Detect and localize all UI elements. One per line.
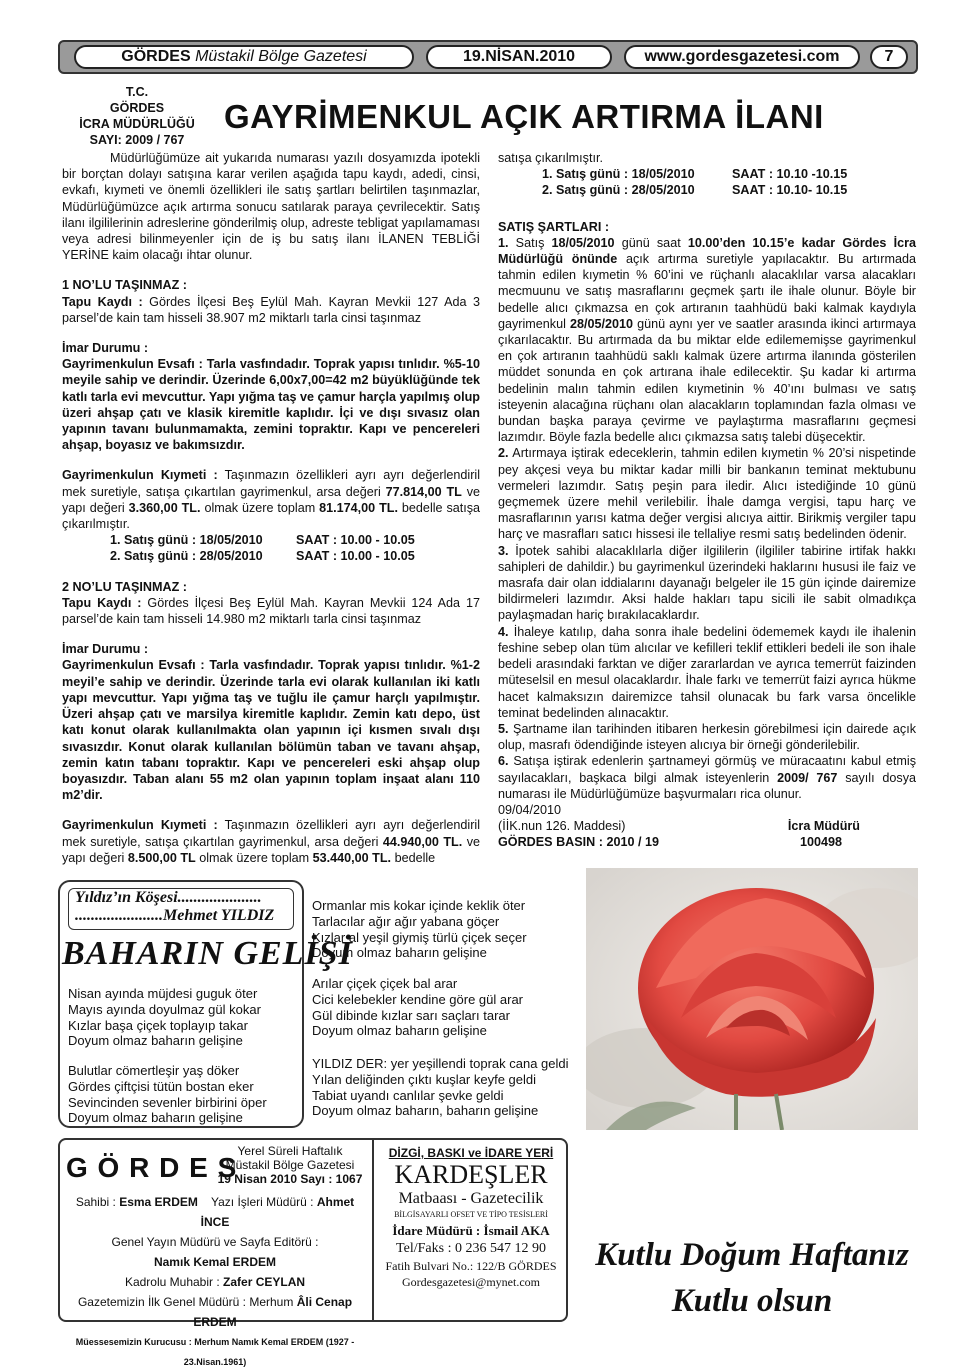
- condition-date: 28/05/2010: [569, 316, 633, 331]
- kiymet-text-c: olmak üzere toplam: [204, 500, 316, 515]
- staff-label: Kadrolu Muhabir :: [124, 1275, 220, 1289]
- printer-name: KARDEŞLER: [394, 1160, 548, 1189]
- sale-time: SAAT : 10.10- 10.15: [732, 183, 848, 198]
- condition-number: 4.: [498, 624, 509, 639]
- property2-heading: 2 NO’LU TAŞINMAZ :: [62, 579, 187, 594]
- sale-time: SAAT : 10.10 -10.15: [732, 167, 848, 182]
- poem-stanza-4: [312, 976, 523, 1039]
- poem-line: Doyum olmaz baharın gelişine: [312, 945, 487, 961]
- office-label: İCRA MÜDÜRLÜĞÜ: [79, 117, 195, 131]
- land-value: 44.940,00 TL.: [382, 834, 463, 849]
- greeting-line-2: Kutlu olsun: [671, 1283, 833, 1319]
- condition-text: günü saat: [621, 235, 681, 250]
- poem-corner-box: [68, 888, 294, 930]
- page-number: 7: [870, 45, 908, 69]
- website-link[interactable]: www.gordesgazetesi.com: [624, 45, 860, 69]
- press-code: GÖRDES BASIN : 2010 / 19: [498, 835, 659, 850]
- property2-tapu-text: Gördes İlçesi Beş Eylül Mah. Kayran Mevkii 124 Ada 17 parsel’de kain tam hisseli 14.980 m2 miktarlı tarla cinsi taşınmaz: [62, 595, 480, 627]
- condition-number: 6.: [498, 754, 509, 769]
- kiymet-label: Gayrimenkulun Kıymeti :: [62, 468, 218, 483]
- printer-phone: Tel/Faks : 0 236 547 12 90: [396, 1241, 546, 1256]
- printer-box: [372, 1140, 568, 1320]
- condition-text: Artırmaya iştirak edeceklerin, tahmin edilen kıymetin % 20’si nispetinde pey akçesi veya bu miktar kadar milli bir bankanın teminat mektubunu vermeleri lazımdır. Satış peşin para iledir. Alıcı istediğinde 10 günü geçmemek üzere mehil verilebilir. İhale damga vergisi, tapu harç ve masraflarının yarısı katma değer vergisi alıcıya aittir. Birikmiş vergiler tapu harç ve masrafları satıcı hissesi ile tellaliye resmi satış bedelinden ödenir.: [498, 446, 916, 542]
- kiymet-text-b: ve yapı değeri: [62, 834, 481, 865]
- rose-illustration: [586, 868, 918, 1130]
- poem-line: Bulutlar cömertleşir yaş döker: [68, 1063, 240, 1078]
- property2-sale2: [498, 182, 916, 198]
- tapu-label: Tapu Kaydı :: [62, 294, 143, 309]
- poem-line: Sevincinden sevenler birbirini öper: [68, 1094, 267, 1110]
- tapu-label: Tapu Kaydı :: [62, 595, 142, 610]
- staff-label: Yazı İşleri Müdürü :: [211, 1195, 314, 1209]
- paper-name-pill: [74, 45, 414, 69]
- notice-left-column: [62, 150, 480, 866]
- condition-2: [498, 445, 916, 542]
- corner-title: Yıldız’ın Köşesi.....................: [75, 889, 262, 906]
- property2-imar-label: İmar Durumu :: [62, 642, 149, 657]
- press-row: [498, 834, 916, 850]
- poem-line: Gül dibinde kızlar sarı saçları tarar: [312, 1007, 510, 1023]
- poem-line: Yılan deliğinden çıktı kuşlar keyfe geldi: [312, 1071, 537, 1087]
- poem-stanza-3: [312, 898, 527, 961]
- property1-sale2: [62, 548, 480, 564]
- poem-line: YILDIZ DER: yer yeşillendi toprak cana geldi: [312, 1056, 569, 1071]
- property1-value: [62, 467, 480, 532]
- imprint-staff: [60, 1192, 370, 1372]
- court-heading: [62, 84, 212, 148]
- condition-date: 18/05/2010: [551, 235, 615, 250]
- property1-tapu-text: Gördes İlçesi Beş Eylül Mah. Kayran Mevkii 127 Ada 3 parsel’de kain tam hisseli 38.907 m2 miktarlı tarla cinsi taşınmaz: [62, 294, 481, 325]
- condition-text: Şartname ilan tarihinden itibaren herkesin görebilmesi için dairede açık olup, masrafı ödendiğinde isteyen alıcıya bir örneği gönderilebilir.: [498, 721, 917, 753]
- manager-name: İsmail AKA: [483, 1223, 550, 1238]
- property1-imar: Gayrimenkulun Evsafı : Tarla vasfındadır. Toprak yapısı tınlıdır. %5-10 meyile sahip ve derindir. Üzerinde 6,00x7,00=42 m2 büyüklüğünde tek katlı tarla evi mevcuttur. Yapı yığma taş ve çamur harçla yapılmış olup üzeri ahşap çatı ve klasik kiremitle kaplıdır. İçi ve dışı sıvasız olan yapının tavanı bulunmamakta, zemini topraktır. Kapı ve pencereleri ahşap, boyasız ve bakımsızdır.: [62, 357, 480, 453]
- poem-stanza-1: [68, 986, 261, 1049]
- tc-label: T.C.: [125, 85, 149, 99]
- poem-stanza-5: [312, 1056, 569, 1119]
- kiymet-text-d: bedelle: [394, 850, 436, 865]
- total-value: 53.440,00 TL.: [312, 850, 392, 865]
- condition-text: İpotek sahibi alacaklılarla diğer ilgililerin (ilgililer tabirine irtifak hakkı sahipleri de dahildir.) bu gayrimenkul üzerindeki haklarını hususi ile faiz ve masrafa dair olan iddialarını dayanağı belgeler ile 15 gün içinde dairemize bildirmeleri lazımdır. Aksi halde hakları tapu sicili ile sabit olmadıkça paylaşmadan hariç bırakılacaklardır.: [498, 543, 916, 623]
- issue-date: 19.NİSAN.2010: [426, 45, 612, 69]
- poem-line: Doyum olmaz baharın gelişine: [68, 1110, 243, 1126]
- kiymet-text-a: Taşınmazın özellikleri ayrı ayrı değerlendiril mek suretiyle, satışa çıkartılan gayrimenkul, arsa değeri: [62, 818, 480, 849]
- poem-line: Doyum olmaz baharın, baharın gelişine: [312, 1103, 539, 1119]
- printer-description: BİLGİSAYARLI OFSET VE TİPO TESİSLERİ: [394, 1210, 548, 1219]
- condition-bold: 10.00’den 10.15’e kadar Gördes İcra Müdürlüğü önünde: [498, 235, 916, 267]
- condition-number: 2.: [498, 446, 509, 461]
- land-value: 77.814,00 TL: [385, 484, 462, 499]
- condition-5: [498, 721, 916, 753]
- condition-6: [498, 753, 916, 802]
- imprint-issue: 19 Nisan 2010 Sayı : 1067: [217, 1172, 363, 1186]
- poem-line: Kızlar başa çiçek toplayıp takar: [68, 1017, 248, 1033]
- paper-name: GÖRDES: [121, 48, 191, 65]
- property2-imar: Gayrimenkulun Evsafı : Tarla vasfındadır. Toprak yapısı tınlıdır. %1-2 meyil’e sahip ve derindir. Üzerinde tarla evi olarak kullanılan iki katlı yapı mevcuttur. Yapı yığma taş ve tuğlu ile çamur harçlı yapılmıştır. Üzeri ahşap çatı ve marsilya kiremitle kaplıdır. Zemin katı depo, üst katı konut olarak kullanılmakta olan yapının içi kısmen sıvalı dışı sıvasızdır. Konut olarak kullanılan bölümün taban ve tavanı ahşap, zemin katın tabanı topraktır. Kapı ve pencereleri eski ahşap olup boyasızdır. Taban alanı 55 m2 olan yapının toplam inşaat alanı 110 m2’dir.: [62, 658, 480, 803]
- staff-label: Genel Yayın Müdürü ve Sayfa Editörü :: [111, 1235, 319, 1249]
- sale-date: 1. Satış günü : 18/05/2010: [542, 167, 695, 182]
- condition-text: Satışa iştirak edenlerin şartnameyi görmüş ve müracaatını kabul etmiş sayılacakları, başkaca bilgi almak isteyenlerin: [498, 754, 917, 785]
- paper-subtitle: Müstakil Bölge Gazetesi: [195, 48, 367, 65]
- printer-email[interactable]: Gordesgazetesi@mynet.com: [401, 1275, 540, 1289]
- condition-4: [498, 624, 916, 721]
- poem-line: Doyum olmaz baharın gelişine: [68, 1033, 243, 1049]
- poem-stanza-2: [68, 1063, 267, 1126]
- sale-date: 1. Satış günü : 18/05/2010: [110, 533, 263, 548]
- poem-line: Tabiat uyandı canlılar şevke geldi: [312, 1087, 504, 1103]
- condition-text: günü aynı yer ve saatler arasında ikinci artırmaya çıkarılacaktır. Bu artırmada da bu miktar elde edilememişse gayrimenkul en çok artıranın taahhüdü saklı kalmak üzere artırma ilanında gösterilen müddet sonunda en çok artırana ihale edilecektir. Şu kadar ki artırma bedelinin malın tahmin edilen kıymetinin % 40’ını bulması ve satış isteyenin alacağına rüçhanı olan alacakların toplamından fazla olması ve bundan başka paraya çevirme ve paylaştırma masraflarını geçmesi lazımdır. Böyle fazla bedelle alıcı çıkmazsa satış talebi düşecektir.: [498, 316, 917, 445]
- notice-date: 09/04/2010: [498, 802, 562, 817]
- poem-line: Gördes çiftçisi tütün bostan eker: [68, 1078, 254, 1094]
- signature-row: [498, 818, 916, 834]
- property1-heading: 1 NO’LU TAŞINMAZ :: [62, 278, 187, 293]
- condition-text: Satış: [515, 235, 545, 250]
- file-number: SAYI: 2009 / 767: [89, 133, 185, 147]
- condition-text: İhaleye katılıp, daha sonra ihale bedelini ödememek kaydı ile ihalenin feshine sebep olan tüm alıcılar ve kefilleri teklif ettikleri bedeli ile son ihale bedeli arasındaki farktan ve diğer zararlardan ve ayrıca temerrüt faizinden müteselsil en mesul olacaklardır. İhale farkı ve temerrüt faizi ayrıca hükme hacet kalmaksızın dairemizce tahsil olunacak bu fark varsa öncelikle teminat bedelinden alınacaktır.: [498, 624, 917, 720]
- condition-number: 3.: [498, 543, 509, 558]
- notice-intro: Müdürlüğümüze ait yukarıda numarası yazılı dosyamızda ipotekli bir borçtan dolayı satışına karar verilen aşağıda tapu kaydı, adedi, cinsi, evkafı, kıymeti ve önemli özellikleri ile satış şartları belirtilen taşınmazlar, Müdürlüğümüzce açık artırma sonucu satılarak paraya çevrilecektir. Satış ilanı ilgililerinin adreslerine gönderilmiş olup, adreste tebligat yapılamaması veya adresi bilinmeyenler için de iş bu satış ilanı İLANEN TEBLİĞİ YERİNE kaim olacağı ihtar olunur.: [62, 151, 480, 263]
- poem-line: Doyum olmaz baharın gelişine: [312, 1023, 487, 1039]
- condition-number: 1.: [498, 235, 509, 250]
- condition-text: açık artırma suretiyle yapılacaktır. Bu artırmada tahmin edilen kıymetin % 60’ini ve rüçhanlı alacaklılar varsa alacakları mecmuunu ve satış masraflarını geçmek şartı ile ihale olunur. Böyle bir bedelle alıcı çıkmazsa en çok artıranın taahhüdü baki kalmak kaydıyla gayrimenkul: [498, 252, 916, 331]
- manager-label: İdare Müdürü :: [392, 1223, 481, 1238]
- file-reference: 2009/ 767: [777, 770, 838, 785]
- law-reference: (İİK.nun 126. Maddesi): [498, 819, 626, 834]
- signer-number: 100498: [799, 835, 842, 850]
- editor-name: Ahmet İNCE: [200, 1195, 355, 1229]
- sale-date: 2. Satış günü : 28/05/2010: [110, 549, 263, 564]
- poem-line: Tarlacılar ağır ağır yabana göçer: [312, 913, 500, 929]
- reporter-name: Zafer CEYLAN: [223, 1275, 306, 1289]
- greeting: [582, 1232, 922, 1324]
- sale-time: SAAT : 10.00 - 10.05: [296, 533, 415, 548]
- kiymet-text-d: bedelle satışa çıkarılmıştır.: [62, 500, 481, 532]
- imprint-paper-name: G Ö R D E S: [66, 1152, 238, 1183]
- poem-line: Ormanlar mis kokar içinde keklik öter: [312, 898, 526, 913]
- property2-value: [62, 817, 480, 866]
- imprint-line: Yerel Süreli Haftalık: [237, 1144, 343, 1158]
- condition-1: [498, 235, 916, 446]
- printer-address: Fatih Bulvari No.: 122/B GÖRDES: [385, 1259, 557, 1273]
- printer-subtitle: Matbaası - Gazetecilik: [398, 1190, 544, 1207]
- sale-time: SAAT : 10.00 - 10.05: [296, 549, 415, 564]
- total-value: 81.174,00 TL.: [319, 500, 398, 515]
- rose-image: [586, 868, 918, 1130]
- property1-imar-label: İmar Durumu :: [62, 341, 149, 356]
- conditions-heading: SATIŞ ŞARTLARI :: [498, 219, 610, 234]
- city-label: GÖRDES: [109, 101, 165, 115]
- condition-number: 5.: [498, 721, 509, 736]
- poem-line: Kızlar al yeşil giymiş türlü çiçek seçer: [312, 929, 527, 945]
- condition-text: sayılı dosya numarası ile Müdürlüğümüze başvurmaları rica olunur.: [498, 770, 916, 801]
- property1-sale1: [62, 532, 480, 548]
- gm-name: Namık Kemal ERDEM: [153, 1255, 277, 1269]
- imprint-box: [58, 1138, 568, 1367]
- notice-right-column: [498, 150, 916, 851]
- notice-title: GAYRİMENKUL AÇIK ARTIRMA İLANI: [224, 98, 824, 135]
- building-value: 3.360,00 TL.: [128, 500, 201, 515]
- poem-line: Cici kelebekler kendine göre gül arar: [312, 991, 524, 1007]
- condition-3: [498, 543, 916, 624]
- kiymet-text-a: Taşınmazın özellikleri ayrı ayrı değerlendiril mek suretiyle, satışa çıkartılan gayrimenkul, arsa değeri: [62, 468, 480, 499]
- property2-sale1: [498, 166, 916, 182]
- founder-line: Müessesemizin Kurucusu : Merhum Namık Kemal ERDEM (1927 - 23.Nisan.1961): [75, 1337, 355, 1367]
- property2-tapu: [62, 595, 480, 627]
- kiymet-text-c: olmak üzere toplam: [199, 850, 310, 865]
- poem-title: BAHARIN GELİŞİ: [62, 935, 353, 972]
- staff-label: Sahibi :: [75, 1195, 116, 1209]
- greeting-line-1: Kutlu Doğum Haftanız: [595, 1237, 909, 1273]
- imprint-line: Müstakil Bölge Gazetesi: [225, 1158, 355, 1172]
- kiymet-label: Gayrimenkulun Kıymeti :: [62, 818, 218, 833]
- signer-title: İcra Müdürü: [787, 819, 860, 834]
- owner-name: Esma ERDEM: [119, 1195, 198, 1209]
- sale-date: 2. Satış günü : 28/05/2010: [542, 183, 695, 198]
- poem-line: Mayıs ayında doyulmaz gül kokar: [68, 1001, 261, 1017]
- staff-label: Gazetemizin İlk Genel Müdürü : Merhum: [77, 1295, 294, 1309]
- property1-tapu: [62, 294, 480, 326]
- printer-heading: DİZGİ, BASKI ve İDARE YERİ: [388, 1146, 554, 1160]
- poem-line: Arılar çiçek çiçek bal arar: [312, 976, 458, 991]
- poem-author: ......................Mehmet YILDIZ: [75, 907, 275, 924]
- masthead-bar: [58, 40, 918, 74]
- right-intro: satışa çıkarılmıştır.: [498, 151, 603, 165]
- past-gm-name: Âli Cenap ERDEM: [193, 1295, 353, 1329]
- poem-line: Nisan ayında müjdesi guguk öter: [68, 986, 258, 1001]
- imprint-desc: [210, 1144, 370, 1186]
- building-value: 8.500,00 TL: [127, 850, 196, 865]
- kiymet-text-b: ve yapı değeri: [62, 484, 481, 515]
